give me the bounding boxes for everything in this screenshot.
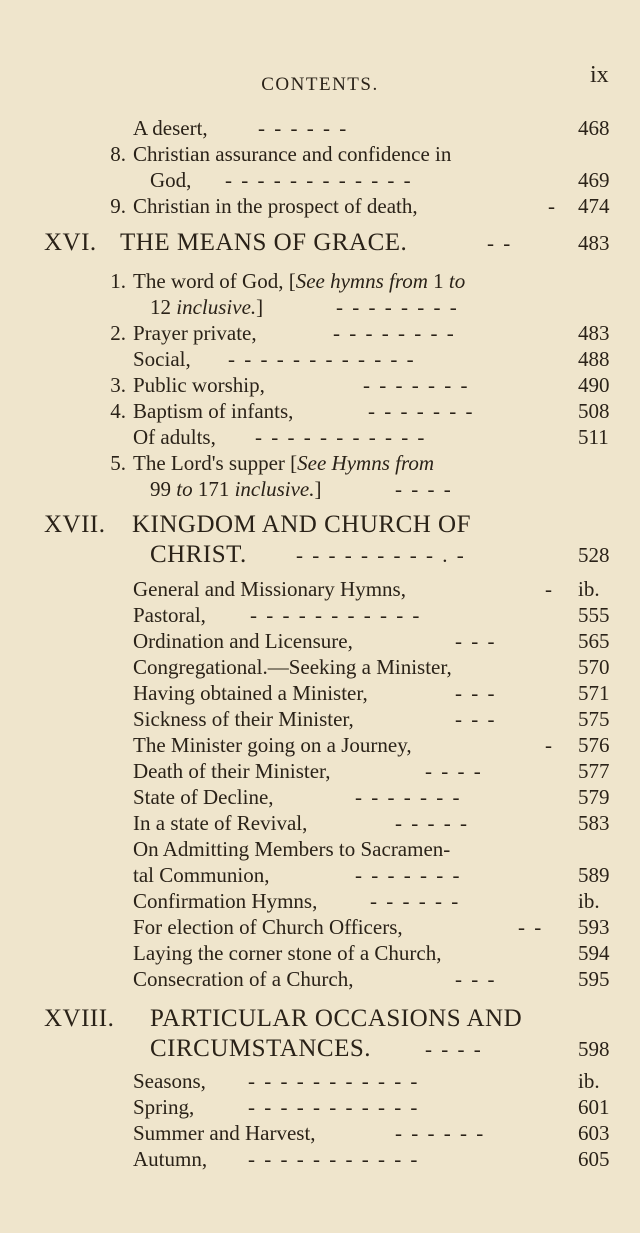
entry-title xyxy=(133,320,257,346)
entry-title-part: Social, xyxy=(133,347,191,371)
entry-page-number: 483 xyxy=(578,321,610,345)
entry-title-part: Having obtained a Minister, xyxy=(133,681,368,705)
section-number: XVII. xyxy=(44,511,106,538)
leader-dots: - xyxy=(548,194,557,218)
contents-entry xyxy=(0,1094,640,1120)
entry-title xyxy=(132,512,471,538)
entry-page-number: 483 xyxy=(578,231,610,255)
page-title: CONTENTS. xyxy=(261,74,379,95)
entry-page-number: 594 xyxy=(578,941,610,965)
leader-dots: - - xyxy=(487,231,513,255)
entry-title-part: Baptism of infants, xyxy=(133,399,294,423)
entry-page-number: 468 xyxy=(578,116,610,140)
entry-page-number: 575 xyxy=(578,707,610,731)
entry-title xyxy=(133,450,434,476)
entry-title-part: General and Missionary Hymns, xyxy=(133,577,406,601)
contents-entry xyxy=(0,680,640,706)
entry-title xyxy=(133,115,208,141)
entry-title-part: ] xyxy=(256,295,264,319)
entry-title xyxy=(133,193,418,219)
section-number: XVI. xyxy=(44,229,97,256)
leader-dots: - - - - - - - - - - - xyxy=(250,603,422,627)
entry-title xyxy=(133,372,265,398)
contents-entry xyxy=(0,758,640,784)
entry-title xyxy=(133,940,441,966)
leader-dots: - - - - - - - - xyxy=(333,321,456,345)
entry-title xyxy=(133,1094,194,1120)
entry-title-part: Public worship, xyxy=(133,373,265,397)
entry-title-italic: inclusive. xyxy=(234,477,315,501)
leader-dots: - - - - xyxy=(395,477,453,501)
entry-title xyxy=(133,654,452,680)
entry-title-part: Pastoral, xyxy=(133,603,206,627)
leader-dots: - - - - - - - - xyxy=(336,295,459,319)
entry-title xyxy=(133,810,307,836)
leader-dots: - - - xyxy=(455,967,497,991)
entry-title xyxy=(133,628,353,654)
contents-entry xyxy=(0,628,640,654)
leader-dots: - - - - - - xyxy=(258,116,349,140)
contents-entry xyxy=(0,167,640,193)
contents-entry xyxy=(0,784,640,810)
entry-title-part: KINGDOM AND CHURCH OF xyxy=(132,511,472,538)
leader-dots: - - - - - - - xyxy=(363,373,470,397)
leader-dots: - - - - - - - - - - - xyxy=(248,1095,420,1119)
entry-title xyxy=(133,888,317,914)
leader-dots: - - - - - - xyxy=(395,1121,486,1145)
entry-title-italic: to xyxy=(448,269,466,293)
leader-dots: - - - xyxy=(455,629,497,653)
contents-entry xyxy=(0,141,640,167)
entry-title xyxy=(133,602,206,628)
entry-title-part: Christian in the prospect of death, xyxy=(133,194,418,218)
entry-title-part: 1 xyxy=(427,269,449,293)
entry-page-number: ib. xyxy=(578,1069,600,1093)
entry-page-number: ib. xyxy=(578,889,600,913)
contents-entry xyxy=(0,576,640,602)
entry-title-part: Christian assurance and confidence in xyxy=(133,142,452,166)
leader-dots: - - - - - - - - - . - xyxy=(296,543,466,567)
entry-title xyxy=(133,268,465,294)
entry-page-number: 528 xyxy=(578,543,610,567)
entry-title-part: God, xyxy=(150,168,192,192)
entry-page-number: 490 xyxy=(578,373,610,397)
entry-title xyxy=(150,476,321,502)
contents-entry xyxy=(0,602,640,628)
entry-title-part: Sickness of their Minister, xyxy=(133,707,354,731)
leader-dots: - - - - - - - - - - - - xyxy=(225,168,413,192)
contents-entry xyxy=(0,398,640,424)
contents-entry xyxy=(0,1146,640,1172)
section-heading xyxy=(0,512,640,538)
entry-page-number: 555 xyxy=(578,603,610,627)
contents-entry xyxy=(0,294,640,320)
contents-entry xyxy=(0,706,640,732)
entry-title xyxy=(133,141,451,167)
leader-dots: - - - - - - - xyxy=(355,863,462,887)
contents-entry xyxy=(0,115,640,141)
entry-title xyxy=(133,758,330,784)
entry-number: 1. xyxy=(110,269,126,293)
leader-dots: - - - - - - - - - - - xyxy=(255,425,427,449)
entry-number: 3. xyxy=(110,373,126,397)
entry-number: 8. xyxy=(110,142,126,166)
entry-title-part: Spring, xyxy=(133,1095,195,1119)
entry-page-number: 571 xyxy=(578,681,610,705)
section-heading xyxy=(0,1036,640,1062)
contents-entry xyxy=(0,914,640,940)
entry-title-part: Confirmation Hymns, xyxy=(133,889,318,913)
entry-title-part: Death of their Minister, xyxy=(133,759,331,783)
entry-number: 4. xyxy=(110,399,126,423)
contents-entry xyxy=(0,862,640,888)
entry-title xyxy=(133,576,406,602)
entry-title-italic: See Hymns from xyxy=(297,451,435,475)
entry-title xyxy=(133,424,216,450)
contents-entry xyxy=(0,346,640,372)
entry-title xyxy=(133,966,353,992)
entry-page-number: 579 xyxy=(578,785,610,809)
entry-title-part: Congregational.—Seeking a Minister, xyxy=(133,655,452,679)
entry-number: 9. xyxy=(110,194,126,218)
entry-title xyxy=(133,1120,316,1146)
entry-title xyxy=(150,1036,371,1062)
entry-page-number: 576 xyxy=(578,733,610,757)
entry-page-number: 601 xyxy=(578,1095,610,1119)
entry-title xyxy=(133,680,368,706)
leader-dots: - - - - - xyxy=(395,811,469,835)
entry-title-part: A desert, xyxy=(133,116,208,140)
entry-page-number: 511 xyxy=(578,425,609,449)
entry-title xyxy=(150,1006,522,1032)
entry-title-part: State of Decline, xyxy=(133,785,274,809)
entry-title-part: Autumn, xyxy=(133,1147,208,1171)
entry-title-part: 171 xyxy=(192,477,235,501)
entry-title-part: Ordination and Licensure, xyxy=(133,629,353,653)
contents-entry xyxy=(0,268,640,294)
leader-dots: - - - - - - - - - - - xyxy=(248,1069,420,1093)
entry-title xyxy=(133,914,403,940)
leader-dots: - - xyxy=(518,915,544,939)
entry-page-number: ib. xyxy=(578,577,600,601)
leader-dots: - xyxy=(545,577,554,601)
entry-page-number: 583 xyxy=(578,811,610,835)
entry-page-number: 469 xyxy=(578,168,610,192)
leader-dots: - - - xyxy=(455,681,497,705)
entry-title-part: ] xyxy=(314,477,322,501)
entry-title xyxy=(133,784,274,810)
contents-entry xyxy=(0,450,640,476)
entry-number: 5. xyxy=(110,451,126,475)
leader-dots: - - - - - - - xyxy=(355,785,462,809)
contents-entry xyxy=(0,372,640,398)
entry-title xyxy=(133,836,450,862)
entry-title-part: THE MEANS OF GRACE. xyxy=(120,229,408,256)
entry-title-part: PARTICULAR OCCASIONS AND xyxy=(150,1005,523,1032)
entry-page-number: 605 xyxy=(578,1147,610,1171)
contents-entry xyxy=(0,966,640,992)
entry-title-part: 12 xyxy=(150,295,177,319)
entry-title-part: The Lord's supper [ xyxy=(133,451,298,475)
section-number: XVIII. xyxy=(44,1005,115,1032)
leader-dots: - - - - - - - xyxy=(368,399,475,423)
entry-page-number: 593 xyxy=(578,915,610,939)
contents-entry xyxy=(0,888,640,914)
section-heading xyxy=(0,542,640,568)
entry-title xyxy=(133,1146,207,1172)
leader-dots: - - - xyxy=(455,707,497,731)
entry-title-part: On Admitting Members to Sacramen- xyxy=(133,837,451,861)
entry-page-number: 598 xyxy=(578,1037,610,1061)
entry-title xyxy=(150,542,247,568)
entry-page-number: 589 xyxy=(578,863,610,887)
leader-dots: - - - - xyxy=(425,759,483,783)
entry-title xyxy=(133,398,293,424)
entry-page-number: 565 xyxy=(578,629,610,653)
contents-entry xyxy=(0,193,640,219)
entry-title-part: tal Communion, xyxy=(133,863,270,887)
entry-page-number: 603 xyxy=(578,1121,610,1145)
entry-title-italic: to xyxy=(176,477,193,501)
entry-title-part: Laying the corner stone of a Church, xyxy=(133,941,442,965)
leader-dots: - - - - - - - - - - - xyxy=(248,1147,420,1171)
entry-title-part: Summer and Harvest, xyxy=(133,1121,316,1145)
entry-title-part: Prayer private, xyxy=(133,321,257,345)
contents-entry xyxy=(0,424,640,450)
page-number: ix xyxy=(590,62,609,88)
entry-title-part: For election of Church Officers, xyxy=(133,915,403,939)
entry-title-part: In a state of Revival, xyxy=(133,811,308,835)
entry-title-italic: See hymns from xyxy=(295,269,428,293)
contents-entry xyxy=(0,1120,640,1146)
entry-title-part: CIRCUMSTANCES. xyxy=(150,1035,372,1062)
section-heading xyxy=(0,1006,640,1032)
contents-entry xyxy=(0,320,640,346)
entry-title-part: Of adults, xyxy=(133,425,216,449)
entry-title-part: Consecration of a Church, xyxy=(133,967,354,991)
entry-title-part: Seasons, xyxy=(133,1069,206,1093)
entry-page-number: 595 xyxy=(578,967,610,991)
entry-page-number: 508 xyxy=(578,399,610,423)
section-heading xyxy=(0,230,640,256)
entry-title xyxy=(120,230,407,256)
contents-entry xyxy=(0,654,640,680)
contents-entry xyxy=(0,940,640,966)
contents-entry xyxy=(0,810,640,836)
entry-title xyxy=(150,167,191,193)
entry-title-part: The Minister going on a Journey, xyxy=(133,733,412,757)
entry-number: 2. xyxy=(110,321,126,345)
entry-title-part: 99 xyxy=(150,477,177,501)
entry-title-part: CHRIST. xyxy=(150,541,247,568)
contents-entry xyxy=(0,732,640,758)
entry-title-part: The word of God, [ xyxy=(133,269,296,293)
entry-page-number: 488 xyxy=(578,347,610,371)
leader-dots: - - - - xyxy=(425,1037,483,1061)
entry-page-number: 577 xyxy=(578,759,610,783)
entry-page-number: 474 xyxy=(578,194,610,218)
entry-title xyxy=(133,732,412,758)
contents-entry xyxy=(0,836,640,862)
entry-title xyxy=(133,862,270,888)
entry-title-italic: inclusive. xyxy=(176,295,257,319)
entry-page-number: 570 xyxy=(578,655,610,679)
contents-entry xyxy=(0,476,640,502)
entry-title xyxy=(133,1068,206,1094)
leader-dots: - xyxy=(545,733,554,757)
entry-title xyxy=(133,346,191,372)
leader-dots: - - - - - - - - - - - - xyxy=(228,347,416,371)
entry-title xyxy=(150,294,263,320)
contents-entry xyxy=(0,1068,640,1094)
entry-title xyxy=(133,706,354,732)
leader-dots: - - - - - - xyxy=(370,889,461,913)
